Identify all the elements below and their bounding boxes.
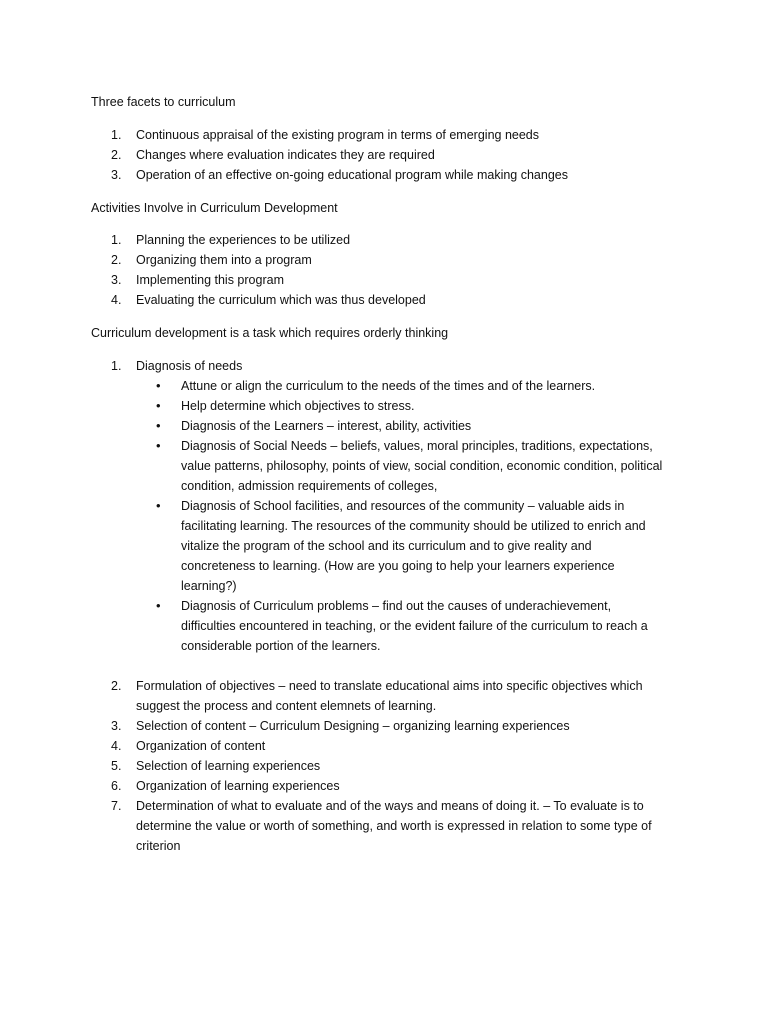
list-number: 1. (111, 128, 122, 142)
list-item-text: Implementing this program (136, 273, 284, 287)
bullet-text: Diagnosis of the Learners – interest, ability, activities (181, 419, 472, 433)
list-item (0, 676, 676, 716)
list-item-text: Formulation of objectives – need to translate educational aims into specific objectives which suggest the process and content elemnets of learning. (136, 679, 643, 713)
list-number: 3. (111, 168, 122, 182)
list-item (0, 736, 676, 756)
list-item (0, 796, 676, 856)
bullet-icon: • (156, 398, 161, 413)
bullet-icon: • (156, 498, 161, 513)
list-item (0, 165, 676, 185)
activities-list (0, 230, 676, 310)
bullet-item (136, 376, 666, 396)
section-heading-orderly-thinking: Curriculum development is a task which requires orderly thinking (91, 326, 449, 340)
facets-list (0, 125, 676, 185)
bullet-item (136, 496, 666, 596)
list-number: 2. (111, 148, 122, 162)
list-number: 1. (111, 233, 122, 247)
list-item (0, 125, 676, 145)
list-item-text: Diagnosis of needs (136, 359, 243, 373)
list-item (0, 716, 676, 736)
list-item-text: Planning the experiences to be utilized (136, 233, 351, 247)
bullet-item (136, 396, 666, 416)
list-number: 3. (111, 273, 122, 287)
section-heading-activities: Activities Involve in Curriculum Development (91, 201, 338, 215)
list-item (0, 356, 676, 656)
bullet-icon: • (156, 598, 161, 613)
bullet-item (136, 596, 666, 656)
bullet-icon: • (156, 378, 161, 393)
list-item-text: Determination of what to evaluate and of the ways and means of doing it. – To evaluate is to determine the value or worth of something, and worth is expressed in relation to some type of criterion (136, 799, 652, 853)
section-heading-facets: Three facets to curriculum (91, 95, 236, 109)
bullet-item (136, 436, 666, 496)
list-item (0, 230, 676, 250)
needs-diagnosis-bullets (136, 376, 676, 656)
list-item (0, 250, 676, 270)
bullet-text: Attune or align the curriculum to the needs of the times and of the learners. (181, 379, 596, 393)
list-number: 4. (111, 739, 122, 753)
bullet-item (136, 416, 666, 436)
list-item (0, 756, 676, 776)
bullet-text: Diagnosis of Curriculum problems – find out the causes of underachievement, difficulties encountered in teaching, or the evident failure of the curriculum to reach a considerable portion of the learners. (181, 599, 648, 653)
list-item (0, 270, 676, 290)
list-number: 6. (111, 779, 122, 793)
list-item-text: Organizing them into a program (136, 253, 312, 267)
list-item-text: Continuous appraisal of the existing program in terms of emerging needs (136, 128, 539, 142)
list-number: 5. (111, 759, 122, 773)
list-number: 7. (111, 799, 122, 813)
bullet-text: Diagnosis of Social Needs – beliefs, values, moral principles, traditions, expectations, value patterns, philosophy, points of view, social condition, economic condition, political condition, admission requirements of colleges, (181, 439, 663, 493)
bullet-icon: • (156, 418, 161, 433)
list-item-text: Organization of content (136, 739, 266, 753)
bullet-text: Diagnosis of School facilities, and resources of the community – valuable aids in facilitating learning. The resources of the community should be utilized to enrich and vitalize the program of the school and its curriculum and to give reality and concreteness to learning. (How are you going to help your learners experience learning?) (181, 499, 646, 593)
list-number: 1. (111, 359, 122, 373)
list-item (0, 145, 676, 165)
bullet-text: Help determine which objectives to stress. (181, 399, 415, 413)
list-number: 3. (111, 719, 122, 733)
list-item (0, 776, 676, 796)
list-item-text: Selection of learning experiences (136, 759, 321, 773)
list-item-text: Operation of an effective on-going educational program while making changes (136, 168, 568, 182)
list-item-text: Selection of content – Curriculum Designing – organizing learning experiences (136, 719, 570, 733)
list-number: 2. (111, 253, 122, 267)
list-item (0, 290, 676, 310)
list-number: 4. (111, 293, 122, 307)
list-item-text: Organization of learning experiences (136, 779, 340, 793)
list-item-text: Changes where evaluation indicates they are required (136, 148, 435, 162)
list-number: 2. (111, 679, 122, 693)
development-steps-list (0, 356, 676, 856)
bullet-icon: • (156, 438, 161, 453)
list-item-text: Evaluating the curriculum which was thus developed (136, 293, 426, 307)
